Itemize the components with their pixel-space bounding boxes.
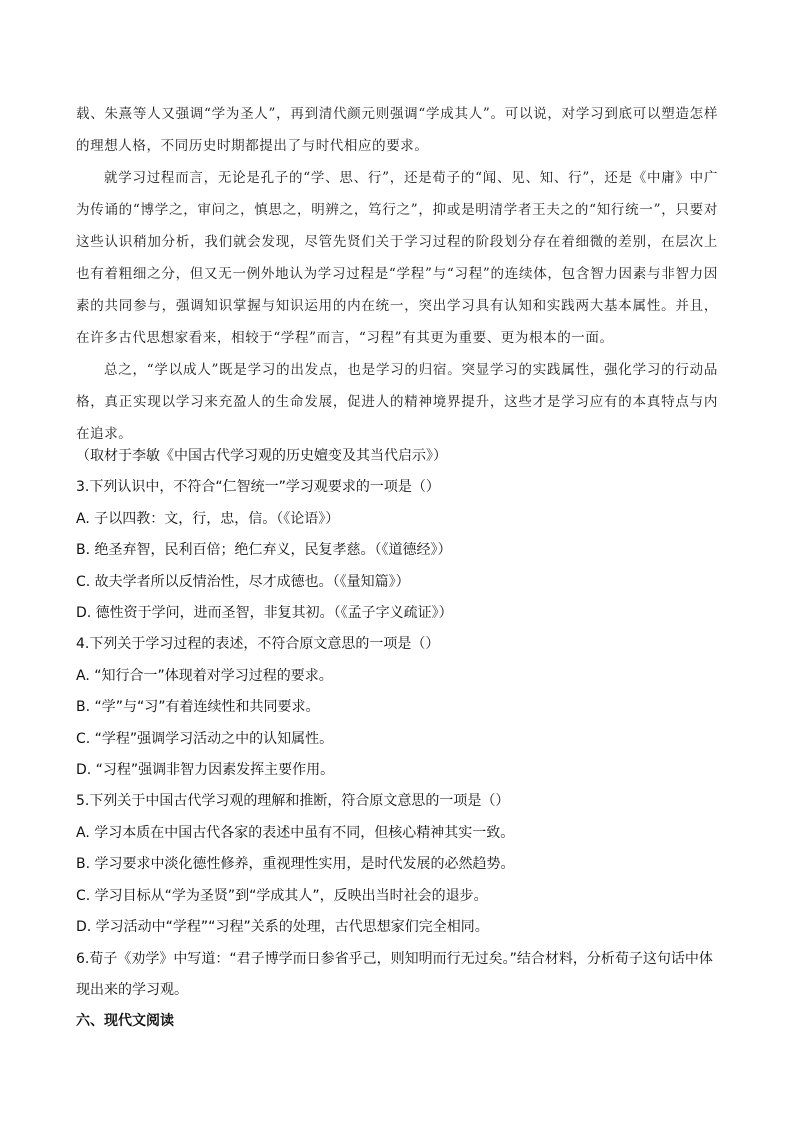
- question-5-stem: 5.下列关于中国古代学习观的理解和推断，符合原文意思的一项是（）: [76, 793, 510, 810]
- question-section: [76, 441, 722, 1038]
- question-6-stem: 6.荀子《劝学》中写道：“君子博学而日参省乎己，则知明而行无过矣。”结合材料，分析荀子这句话中体现出来的学习观。: [76, 950, 713, 998]
- source-citation: （取材于李敏《中国古代学习观的历史嬗变及其当代启示》）: [76, 448, 447, 464]
- question-3-option-d: D. 德性资于学问，进而圣智，非复其初。（《孟子字义疏证》）: [76, 605, 453, 622]
- question-4-option-b: B. “学”与“习”有着连续性和共同要求。: [76, 699, 320, 716]
- reading-passage: [76, 98, 718, 450]
- question-4-option-a: A. “知行合一”体现着对学习过程的要求。: [76, 667, 333, 684]
- question-4-option-c: C. “学程”强调学习活动之中的认知属性。: [76, 730, 334, 747]
- question-5-option-d: D. 学习活动中“学程”“习程”关系的处理，古代思想家们完全相同。: [76, 919, 489, 936]
- passage-paragraph-2: 就学习过程而言，无论是孔子的“学、思、行”，还是荀子的“闻、见、知、行”，还是《中庸》中广为传诵的“博学之，审问之，慎思之，明辨之，笃行之”，抑或是明清学者王夫之的“知行统一”，只要对这些认识稍加分析，我们就会发现，尽管先贤们关于学习过程的阶段划分存在着细微的差别，在层次上也有着粗细之分，但又无一例外地认为学习过程是“学程”与“习程”的连续体，包含智力因素与非智力因素的共同参与，强调知识掌握与知识运用的内在统一，突出学习具有认知和实践两大基本属性。并且，在许多古代思想家看来，相较于“学程”而言，“习程”有其更为重要、更为根本的一面。: [76, 170, 718, 346]
- question-4-option-d: D. “习程”强调非智力因素发挥主要作用。: [76, 762, 335, 779]
- question-4-stem: 4.下列关于学习过程的表述，不符合原文意思的一项是（）: [76, 636, 440, 653]
- question-3-option-b: B. 绝圣弃智，民利百倍；绝仁弃义，民复孝慈。（《道德经》）: [76, 542, 452, 559]
- question-3-option-a: A. 子以四教：文，行，忠，信。（《论语》）: [76, 510, 340, 527]
- question-3-option-c: C. 故夫学者所以反情治性，尽才成德也。（《量知篇》）: [76, 573, 410, 590]
- question-5-option-b: B. 学习要求中淡化德性修养，重视理性实用，是时代发展的必然趋势。: [76, 856, 515, 873]
- passage-paragraph-1: 载、朱熹等人又强调“学为圣人”，再到清代颜元则强调“学成其人”。可以说，对学习到底可以塑造怎样的理想人格，不同历史时期都提出了与时代相应的要求。: [76, 106, 718, 154]
- section-title: 六、现代文阅读: [76, 1013, 174, 1030]
- question-5-option-c: C. 学习目标从“学为圣贤”到“学成其人”，反映出当时社会的退步。: [76, 887, 488, 904]
- passage-paragraph-3: 总之，“学以成人”既是学习的出发点，也是学习的归宿。突显学习的实践属性，强化学习的行动品格，真正实现以学习来充盈人的生命发展，促进人的精神境界提升，这些才是学习应有的本真特点与内在追求。: [76, 362, 718, 442]
- question-3-stem: 3.下列认识中，不符合“仁智统一”学习观要求的一项是（）: [76, 479, 440, 496]
- question-5-option-a: A. 学习本质在中国古代各家的表述中虽有不同，但核心精神其实一致。: [76, 824, 515, 841]
